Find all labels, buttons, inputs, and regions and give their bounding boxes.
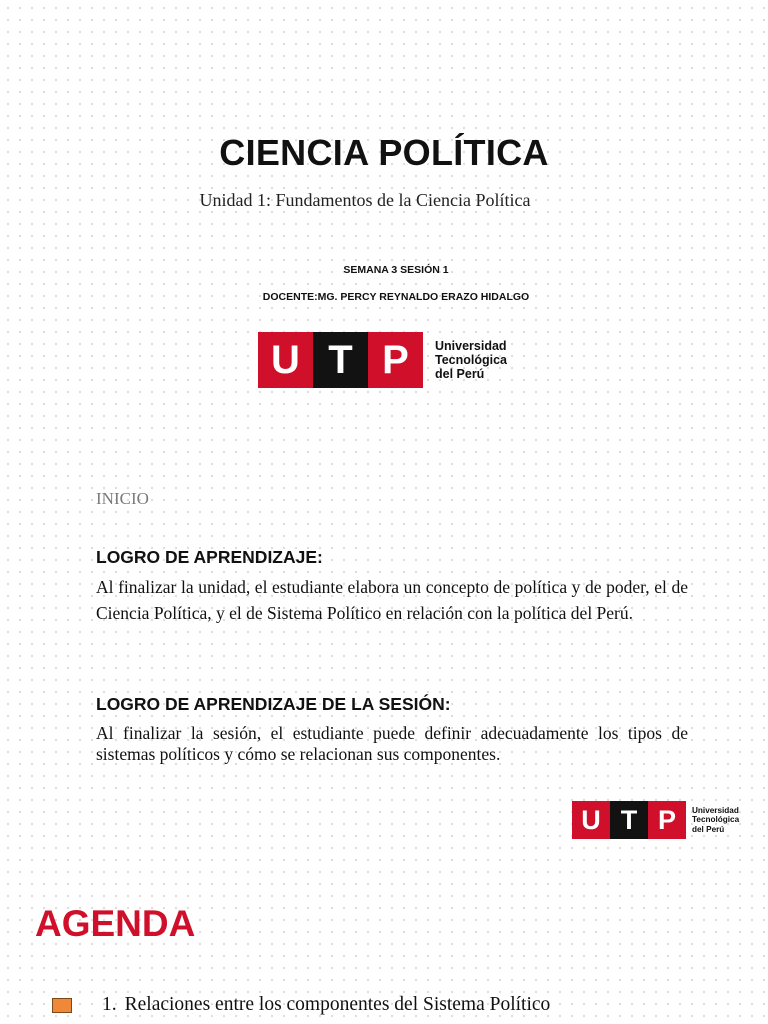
page-title: CIENCIA POLÍTICA [219,132,549,173]
university-name-line: Universidad [435,339,507,353]
agenda-item-number: 1. [102,994,117,1015]
square-bullet-icon [52,998,72,1013]
utp-logo-small [572,801,739,839]
unit-subtitle: Unidad 1: Fundamentos de la Ciencia Política [199,190,531,210]
learning-outcome-text: Al finalizar la unidad, el estudiante elabora un concepto de política y de poder, el de Ciencia Política, y el de Sistema Político en relación con la política del Perú. [96,577,688,623]
session-label: SEMANA 3 SESIÓN 1 [343,264,449,276]
university-name-line: Tecnológica [692,815,740,825]
section-label: INICIO [96,489,149,508]
session-outcome-text: Al finalizar la sesión, el estudiante puede definir adecuadamente los tipos de sistemas políticos y cómo se relacionan sus componentes. [96,723,688,764]
university-name-line: Tecnológica [435,353,508,367]
logo-letter-t: T [313,332,368,388]
university-name-line: Universidad [692,805,739,815]
logo-letter-t: T [610,801,648,839]
logo-letter-p: P [368,332,423,388]
agenda-item [52,994,550,1016]
utp-logo [258,332,507,388]
logo-letter-p: P [648,801,686,839]
university-name-line: del Perú [692,824,725,834]
learning-outcome-heading: LOGRO DE APRENDIZAJE: [96,547,323,567]
logo-letter-u: U [572,801,610,839]
logo-letter-u: U [258,332,313,388]
university-name [692,806,739,835]
session-outcome-heading: LOGRO DE APRENDIZAJE DE LA SESIÓN: [96,694,451,714]
university-name-line: del Perú [435,367,485,381]
agenda-title: AGENDA [35,903,196,944]
agenda-item-text: Relaciones entre los componentes del Sistema Político [124,994,551,1015]
utp-logo-mark [572,801,686,839]
teacher-label: DOCENTE:MG. PERCY REYNALDO ERAZO HIDALGO [262,291,530,303]
utp-logo-mark [258,332,423,388]
university-name [435,339,507,381]
